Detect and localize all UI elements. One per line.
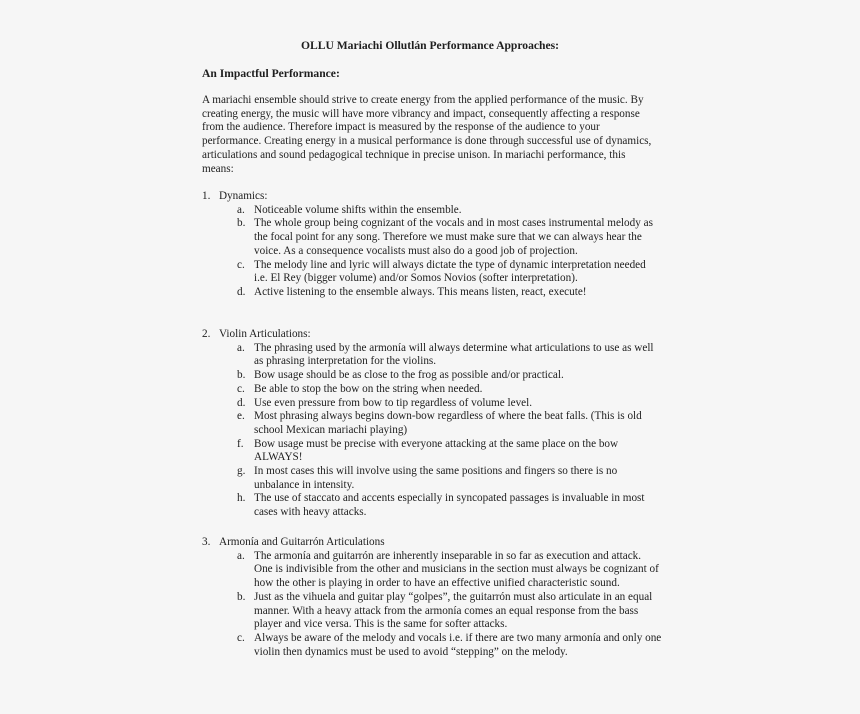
item-letter: g. bbox=[237, 465, 246, 478]
item-letter: a. bbox=[237, 203, 245, 216]
list-item bbox=[202, 397, 662, 411]
section-armonia-guitarron bbox=[202, 536, 662, 659]
item-text: Always be aware of the melody and vocals i.e. if there are two many armonía and only one violin then dynamics must be used to avoid “stepping” on the melody. bbox=[254, 631, 662, 658]
section-heading: An Impactful Performance: bbox=[202, 67, 340, 80]
section-header bbox=[202, 536, 662, 550]
list-item bbox=[202, 465, 662, 492]
item-letter: b. bbox=[237, 217, 246, 230]
item-letter: a. bbox=[237, 549, 245, 562]
item-text: Just as the vihuela and guitar play “golpes”, the guitarrón must also articulate in an equal manner. With a heavy attack from the armonía comes an equal response from the bass player and vice versa. This is the same for softer attacks. bbox=[254, 590, 653, 631]
list-item bbox=[202, 410, 662, 437]
item-text: The melody line and lyric will always dictate the type of dynamic interpretation needed i.e. El Rey (bigger volume) and/or Somos Novios (softer interpretation). bbox=[254, 258, 646, 285]
section-number: 1. bbox=[202, 190, 211, 202]
item-letter: b. bbox=[237, 590, 246, 603]
section-number: 2. bbox=[202, 328, 211, 340]
item-list bbox=[202, 204, 662, 300]
item-list bbox=[202, 342, 662, 520]
item-text: Bow usage should be as close to the frog as possible and/or practical. bbox=[254, 369, 564, 382]
item-letter: c. bbox=[237, 382, 245, 395]
item-letter: a. bbox=[237, 341, 245, 354]
list-item bbox=[202, 550, 662, 591]
section-header bbox=[202, 190, 662, 204]
item-letter: d. bbox=[237, 396, 246, 409]
section-title: Violin Articulations: bbox=[219, 328, 311, 340]
list-item bbox=[202, 632, 662, 659]
item-letter: e. bbox=[237, 410, 245, 423]
section-title: Armonía and Guitarrón Articulations bbox=[219, 536, 385, 548]
section-violin-articulations bbox=[202, 328, 662, 520]
document-title: OLLU Mariachi Ollutlán Performance Approaches: bbox=[300, 39, 560, 52]
item-text: Most phrasing always begins down-bow regardless of where the beat falls. (This is old school Mexican mariachi playing) bbox=[254, 410, 642, 436]
item-letter: d. bbox=[237, 285, 246, 298]
item-text: Active listening to the ensemble always. This means listen, react, execute! bbox=[254, 285, 587, 298]
section-number: 3. bbox=[202, 536, 211, 548]
item-text: The whole group being cognizant of the vocals and in most cases instrumental melody as the focal point for any song. Therefore we must make sure that we can always hear the voice. As a consequence vocalists must also do a good job of projection. bbox=[254, 217, 653, 257]
list-item bbox=[202, 217, 662, 258]
item-letter: b. bbox=[237, 369, 246, 382]
list-item bbox=[202, 286, 662, 300]
item-text: The armonía and guitarrón are inherently inseparable in so far as execution and attack. One is indivisible from the other and musicians in the section must always be cognizant of how the other is playing in order to have an effective unified characteristic sound. bbox=[254, 549, 659, 590]
item-text: The use of staccato and accents especially in syncopated passages is invaluable in most cases with heavy attacks. bbox=[254, 492, 645, 519]
item-text: The phrasing used by the armonía will always determine what articulations to use as well as phrasing interpretation for the violins. bbox=[254, 341, 654, 368]
list-item bbox=[202, 591, 662, 632]
list-item bbox=[202, 492, 662, 519]
intro-paragraph: A mariachi ensemble should strive to create energy from the applied performance of the music. By creating energy, the music will have more vibrancy and impact, consequently affecting a response from the audience. Therefore impact is measured by the response of the audience to your performance. Creating energy in a musical performance is done through successful use of dynamics, articulations and sound pedagogical technique in precise unison. In mariachi performance, this means: bbox=[202, 94, 652, 175]
section-title: Dynamics: bbox=[219, 190, 268, 202]
list-item bbox=[202, 259, 662, 286]
section-header bbox=[202, 328, 662, 342]
item-list bbox=[202, 550, 662, 660]
list-item bbox=[202, 204, 662, 218]
item-text: Be able to stop the bow on the string when needed. bbox=[254, 382, 483, 395]
item-letter: h. bbox=[237, 492, 246, 505]
list-item bbox=[202, 342, 662, 369]
list-item bbox=[202, 369, 662, 383]
item-text: Use even pressure from bow to tip regardless of volume level. bbox=[254, 396, 533, 409]
item-text: In most cases this will involve using the same positions and fingers so there is no unbalance in intensity. bbox=[254, 465, 618, 491]
item-letter: c. bbox=[237, 631, 245, 644]
list-item bbox=[202, 438, 662, 465]
item-letter: c. bbox=[237, 258, 245, 271]
item-text: Noticeable volume shifts within the ensemble. bbox=[254, 203, 462, 216]
list-item bbox=[202, 383, 662, 397]
section-dynamics bbox=[202, 190, 662, 300]
item-text: Bow usage must be precise with everyone attacking at the same place on the bow ALWAYS! bbox=[254, 437, 619, 464]
item-letter: f. bbox=[237, 437, 244, 450]
